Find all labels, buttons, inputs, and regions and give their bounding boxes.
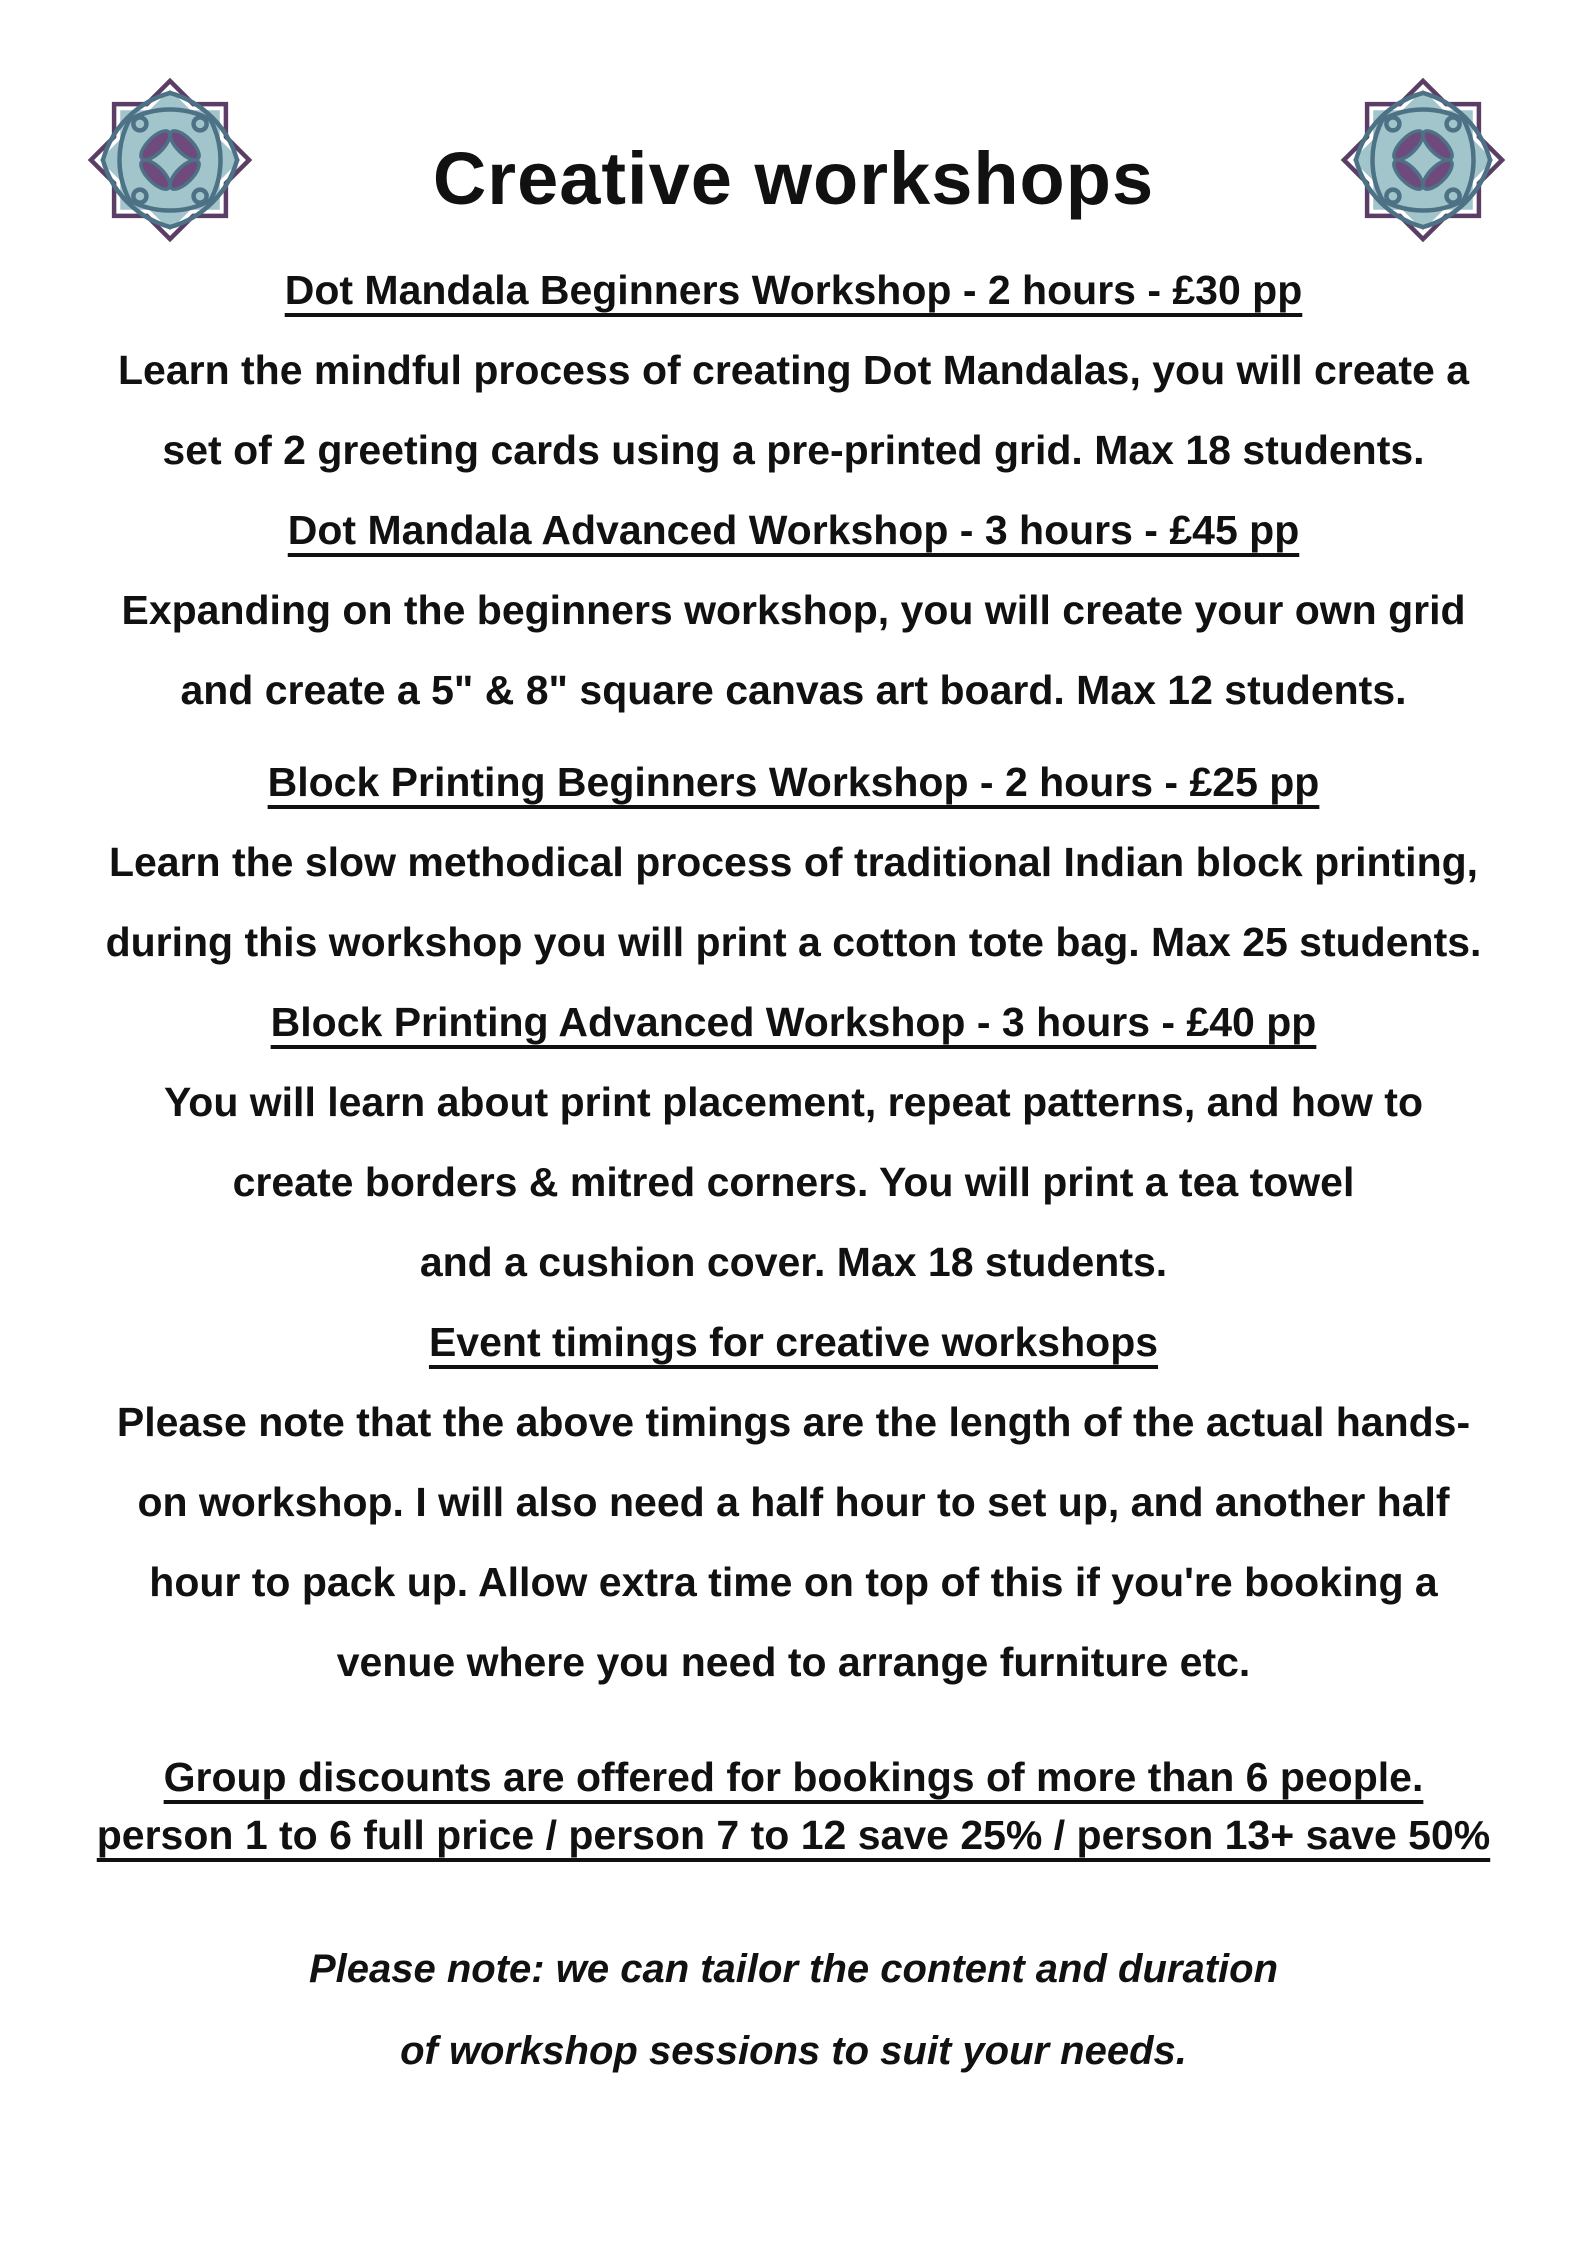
body-line: hour to pack up. Allow extra time on top of this if you're booking a bbox=[149, 1559, 1438, 1605]
body-line: Learn the mindful process of creating Dot Mandalas, you will create a bbox=[117, 347, 1470, 393]
body-line: Please note that the above timings are the length of the actual hands- bbox=[116, 1399, 1471, 1445]
workshop-heading: Dot Mandala Advanced Workshop - 3 hours - £45 pp bbox=[287, 507, 1300, 553]
section-dot-mandala-beginners bbox=[60, 250, 1527, 490]
workshop-heading: Block Printing Beginners Workshop - 2 hours - £25 pp bbox=[267, 759, 1320, 805]
body-line: venue where you need to arrange furniture etc. bbox=[336, 1639, 1251, 1685]
group-discounts-block bbox=[60, 1748, 1527, 1864]
page-title: Creative workshops bbox=[432, 136, 1155, 220]
workshop-heading: Block Printing Advanced Workshop - 3 hours - £40 pp bbox=[270, 999, 1317, 1045]
body-line: create borders & mitred corners. You will print a tea towel bbox=[232, 1159, 1355, 1205]
discount-line: person 1 to 6 full price / person 7 to 12 save 25% / person 13+ save 50% bbox=[96, 1812, 1491, 1858]
flyer-content bbox=[0, 250, 1587, 2092]
body-line: You will learn about print placement, repeat patterns, and how to bbox=[163, 1079, 1423, 1125]
body-line: during this workshop you will print a cotton tote bag. Max 25 students. bbox=[105, 919, 1482, 965]
header bbox=[0, 0, 1587, 250]
section-block-printing-beginners bbox=[60, 742, 1527, 982]
mandala-star-icon bbox=[1337, 74, 1509, 246]
body-line: on workshop. I will also need a half hour to set up, and another half bbox=[137, 1479, 1450, 1525]
body-line: Learn the slow methodical process of traditional Indian block printing, bbox=[108, 839, 1479, 885]
section-event-timings bbox=[60, 1302, 1527, 1702]
section-dot-mandala-advanced bbox=[60, 490, 1527, 730]
body-line: Expanding on the beginners workshop, you will create your own grid bbox=[121, 587, 1466, 633]
body-line: and create a 5" & 8" square canvas art board. Max 12 students. bbox=[180, 667, 1407, 713]
body-line: and a cushion cover. Max 18 students. bbox=[419, 1239, 1168, 1285]
note-line: of workshop sessions to suit your needs. bbox=[400, 2029, 1187, 2073]
workshop-heading: Dot Mandala Beginners Workshop - 2 hours - £30 pp bbox=[284, 267, 1303, 313]
note-line: Please note: we can tailor the content and duration bbox=[308, 1947, 1279, 1991]
event-timings-heading: Event timings for creative workshops bbox=[428, 1319, 1159, 1365]
discount-line: Group discounts are offered for bookings of more than 6 people. bbox=[163, 1754, 1424, 1800]
tailoring-note-block bbox=[60, 1928, 1527, 2092]
body-line: set of 2 greeting cards using a pre-printed grid. Max 18 students. bbox=[162, 427, 1425, 473]
section-block-printing-advanced bbox=[60, 982, 1527, 1302]
